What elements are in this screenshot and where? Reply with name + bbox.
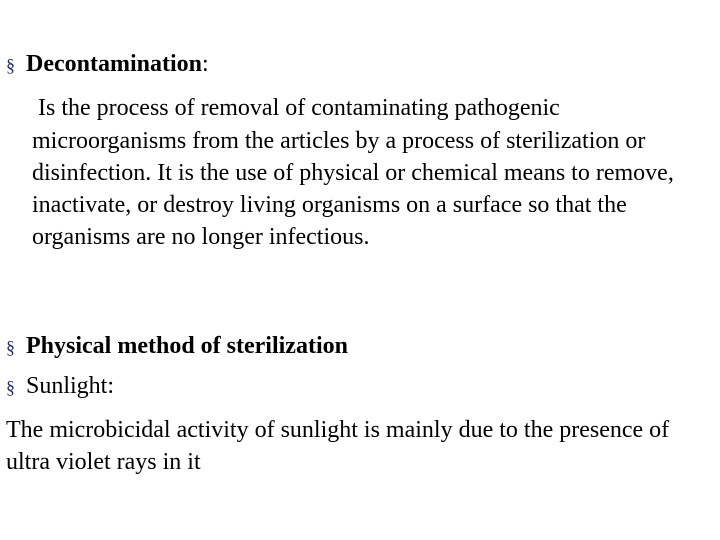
sunlight-item [6,370,114,403]
sunlight-label: Sunlight: [26,373,115,399]
bullet-icon [12,93,32,125]
bullet-icon: § [6,337,15,357]
decontamination-heading-colon: : [202,51,209,77]
sunlight-description: The microbicidal activity of sunlight is mainly due to the presence of ultra violet rays in it [6,417,670,475]
physical-method-heading [6,330,348,363]
bullet-icon: § [6,377,15,397]
physical-method-heading-text: Physical method of sterilization [26,333,348,359]
decontamination-definition [6,92,712,253]
bullet-icon: § [6,55,15,75]
definition-text: Is the process of removal of contaminating pathogenic microorganisms from the articles by a process of sterilization or disinfection. It is the use of physical or chemical means to remove, inactivate, or destroy living organisms on a surface so that the organisms are no longer infectious. [32,95,674,250]
decontamination-heading-text: Decontamination [26,51,202,77]
decontamination-heading [6,48,209,81]
